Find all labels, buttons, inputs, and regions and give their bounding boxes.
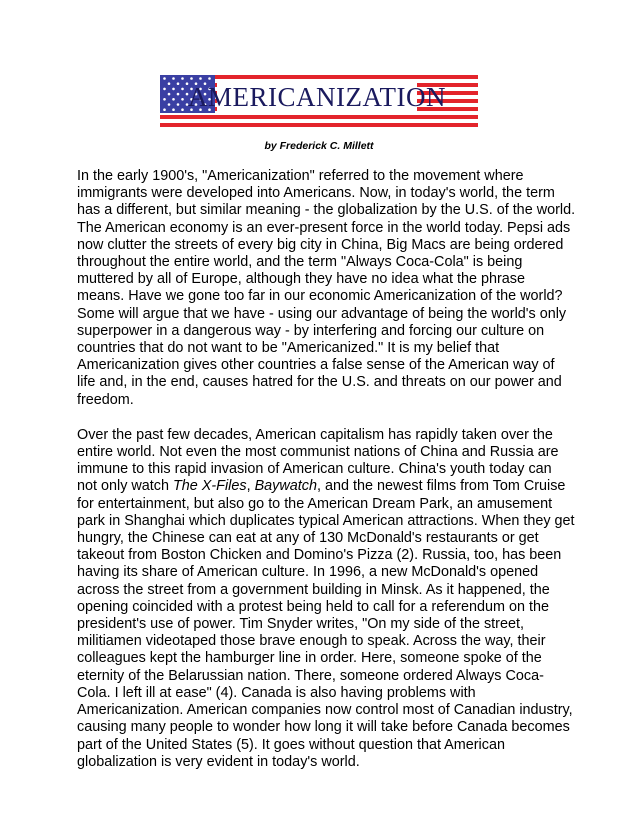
banner-title: AMERICANIZATION [188,82,446,112]
flag-stripe [160,119,478,123]
text-line: life and, in the end, causes hatred for the U.S. and threats on our power and [77,374,562,391]
flag-star-icon [163,98,166,101]
text-line: president's use of power. Tim Snyder writes, "On my side of the street, [77,616,524,633]
text-run: not only watch [77,478,173,495]
flag-star-icon [177,82,180,85]
text-line: causing many people to wonder how long it will take before Canada becomes [77,719,570,736]
americanization-flag-banner [160,75,478,127]
text-line: park in Shanghai which duplicates typical American attractions. When they get [77,512,575,529]
flag-star-icon [181,88,184,91]
text-line: In the early 1900's, "Americanization" referred to the movement where [77,168,524,184]
text-line: Americanization gives other countries a false sense of the American way of [77,357,555,374]
flag-star-icon [177,93,180,96]
text-line [77,478,567,495]
flag-star-icon [168,103,171,106]
flag-star-icon [181,77,184,80]
show-title-baywatch: Baywatch [254,478,317,495]
flag-star-icon [177,103,180,106]
text-line: freedom. [77,391,134,408]
flag-star-icon [168,93,171,96]
text-line: Americanization. American companies now control most of Canadian industry, [77,702,573,719]
flag-star-icon [172,77,175,80]
flag-stripe [160,123,478,127]
text-run: , and the newest films from Tom Cruise [316,478,566,495]
flag-star-icon [172,108,175,111]
text-line: entire world. Not even the most communist nations of China and Russia are [77,444,559,461]
byline: by Frederick C. Millett [264,140,374,152]
text-line: means. Have we gone too far in our economic Americanization of the world? [77,288,563,305]
text-line: hungry, the Chinese can eat at any of 130 McDonald's restaurants or get [77,530,539,547]
text-line: countries that do not want to be "Americanized." It is my belief that [77,340,500,357]
flag-star-icon [172,88,175,91]
text-line: superpower in a dangerous way - by interfering and forcing our culture on [77,322,545,339]
text-line: takeout from Boston Chicken and Domino's Pizza (2). Russia, too, has been [77,547,562,564]
text-line: having its share of American culture. In 1996, a new McDonald's opened [77,564,539,581]
text-line: immigrants were developed into Americans. Now, in today's world, the term [77,185,555,202]
flag-star-icon [199,77,202,80]
flag-star-icon [163,77,166,80]
paragraph-2 [77,426,575,771]
text-line: across the street from a government building in Minsk. As it happened, the [77,581,550,598]
flag-stripe [160,115,478,119]
text-line: opening coincided with a protest being held to call for a referendum on the [77,598,549,615]
text-line: has a different, but similar meaning - the globalization by the U.S. of the world. [77,202,576,219]
text-line: The American economy is an ever-present force in the world today. Pepsi ads [77,219,571,236]
flag-star-icon [208,77,211,80]
text-line: militiamen videotaped those brave enough to speak. Across the way, their [77,633,546,650]
flag-star-icon [181,98,184,101]
paragraph-1 [77,168,576,409]
text-run: , [246,478,255,495]
flag-star-icon [190,77,193,80]
flag-star-icon [181,108,184,111]
text-line: Some will argue that we have - using our advantage of being the world's only [77,305,567,322]
text-line: part of the United States (5). It goes without question that American [77,736,505,753]
text-line: muttered by all of Europe, although they have no idea what the phrase [77,271,526,288]
text-line: globalization is very evident in today's world. [77,753,360,770]
text-line: eternity of the Belarussian nation. There, someone ordered Always Coca- [77,667,544,684]
flag-star-icon [163,108,166,111]
show-title-x-files: The X-Files [173,478,247,495]
text-line: colleagues kept the hamburger line in order. Here, someone spoke of the [77,650,542,667]
text-line: throughout the entire world, and the term "Always Coca-Cola" is being [77,254,523,271]
article-body [77,168,576,789]
text-line: Over the past few decades, American capitalism has rapidly taken over the [77,426,553,443]
text-line: immune to this rapid invasion of American culture. China's youth today can [77,461,552,478]
text-line: for entertainment, but also go to the American Dream Park, an amusement [77,495,553,512]
flag-star-icon [163,88,166,91]
flag-star-icon [172,98,175,101]
text-line: now clutter the streets of every big city in China, Big Macs are being ordered [77,236,564,253]
flag-star-icon [168,82,171,85]
text-line: Cola. I left ill at ease" (4). Canada is also having problems with [77,684,476,701]
